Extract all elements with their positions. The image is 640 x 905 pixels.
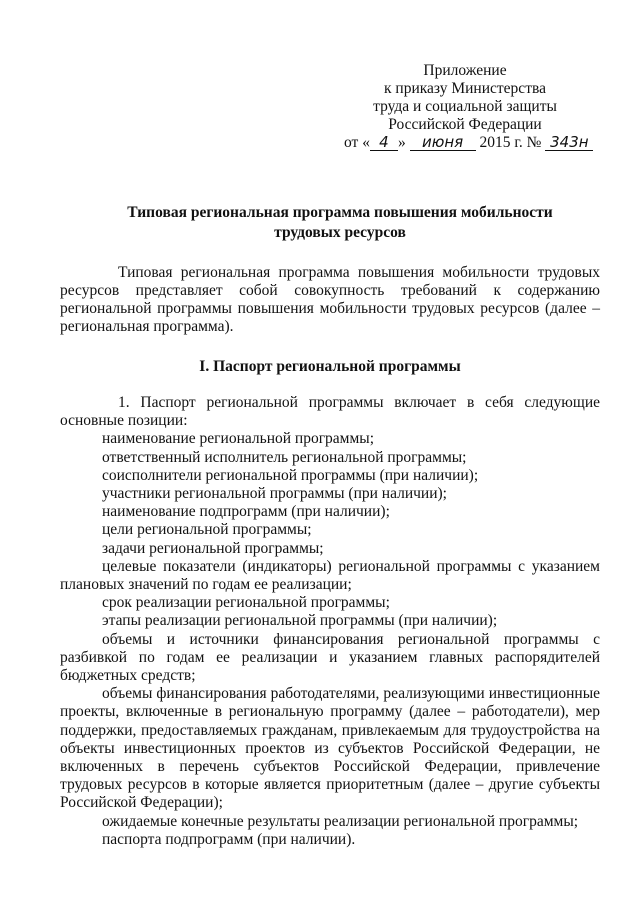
order-reference: к приказу Министерства (384, 80, 546, 97)
intro-text: Типовая региональная программа повышения мобильности трудовых ресурсов представляет собой совокупность требований к содержанию региональной программы повышения мобильности трудовых ресурсов (далее – региональная программа). (60, 264, 600, 335)
ministry-name-line: труда и социальной защиты (373, 98, 557, 115)
list-item: наименование подпрограмм (при наличии); (102, 503, 390, 521)
title-line-2: трудовых ресурсов (274, 224, 406, 241)
document-title (80, 203, 600, 243)
list-item: объемы и источники финансирования региональной программы с разбивкой по годам ее реализации и указанием главных распорядителей бюджетных средств; (60, 630, 600, 685)
lead-paragraph: 1. Паспорт региональной программы включает в себя следующие основные позиции: (60, 394, 600, 430)
list-item: задачи региональной программы; (102, 539, 324, 557)
list-item: ответственный исполнитель региональной программы; (102, 448, 467, 466)
list-item: целевые показатели (индикаторы) региональной программы с указанием плановых значений по годам ее реализации; (60, 557, 600, 594)
list-item: объемы финансирования работодателями, реализующими инвестиционные проекты, включенные в региональную программу (далее – работодатели), мер поддержки, предоставляемых гражданам, привлекаемым для трудоустройства на объекты инвестиционных проектов из субъектов Российской Федерации, не включенных в перечень субъектов Российской Федерации, привлечение трудовых ресурсов в которые является приоритетным (далее – другие субъекты Российской Федерации); (60, 685, 600, 812)
passport-content (60, 394, 600, 849)
handwritten-month: июня (410, 135, 476, 151)
list-item: паспорта подпрограмм (при наличии). (102, 830, 356, 848)
title-line-1: Типовая региональная программа повышения мобильности (127, 204, 553, 221)
approval-block (340, 62, 590, 152)
appendix-label: Приложение (423, 62, 507, 79)
handwritten-day: 4 (370, 135, 398, 151)
list-item: наименование региональной программы; (102, 430, 375, 448)
list-item: этапы реализации региональной программы (при наличии); (102, 612, 498, 630)
list-item: ожидаемые конечные результаты реализации региональной программы; (102, 812, 579, 830)
date-quote: » (397, 134, 406, 151)
federation-line: Российской Федерации (388, 116, 542, 133)
list-item: срок реализации региональной программы; (102, 594, 390, 612)
intro-paragraph (60, 264, 600, 336)
list-item: участники региональной программы (при наличии); (102, 485, 447, 503)
order-date-line (340, 134, 590, 152)
list-item: цели региональной программы; (102, 521, 312, 539)
section-title: I. Паспорт региональной программы (199, 358, 461, 375)
list-item: соисполнители региональной программы (при наличии); (102, 466, 479, 484)
date-year: 2015 г. № (479, 134, 542, 151)
handwritten-order-number: 343н (545, 135, 593, 151)
date-prefix: от « (344, 134, 370, 151)
